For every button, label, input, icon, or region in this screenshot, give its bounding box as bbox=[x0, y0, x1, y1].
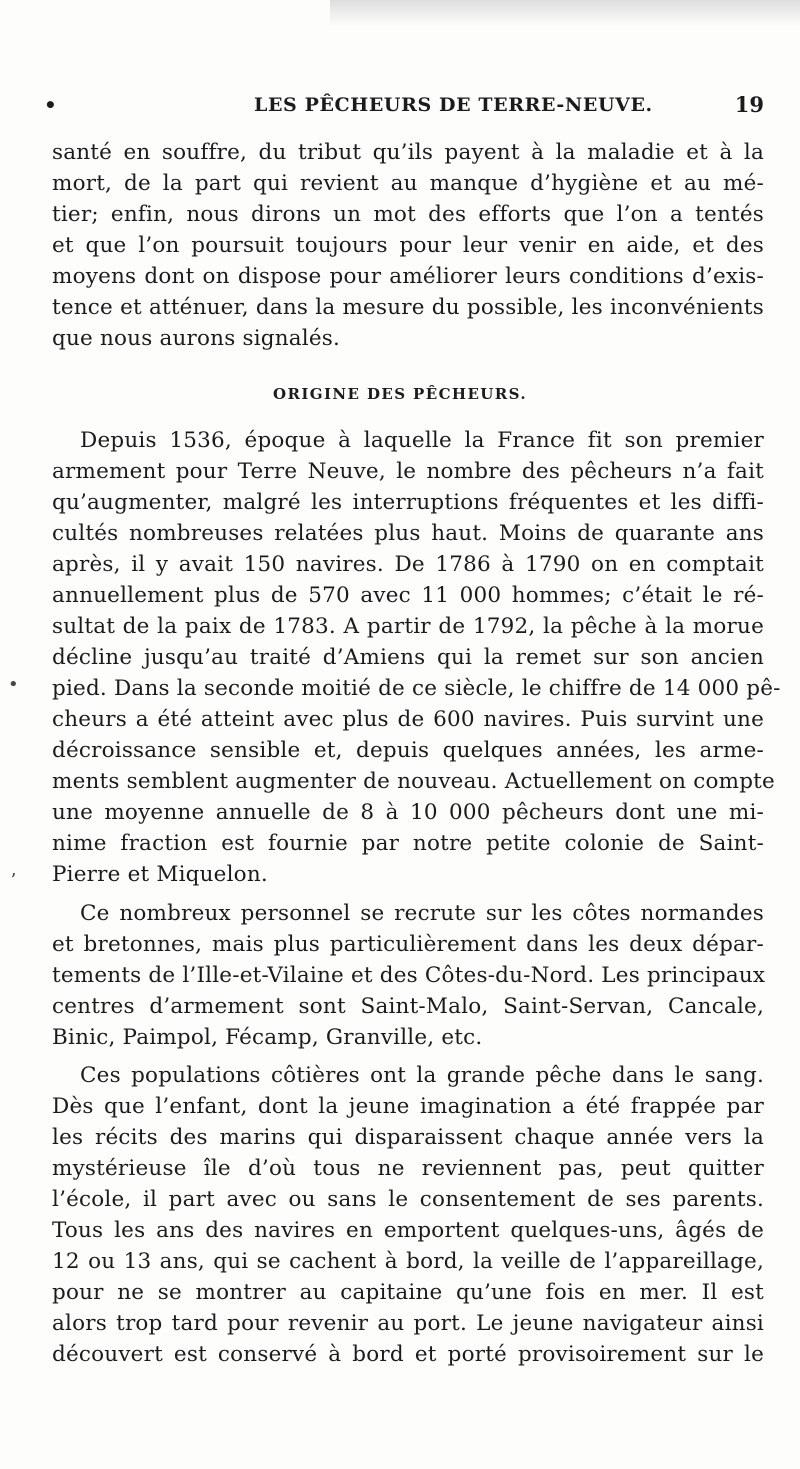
text-line: centres d’armement sont Saint-Malo, Saint-Servan, Cancale, bbox=[52, 994, 764, 1019]
text-line: alors trop tard pour revenir au port. Le jeune navigateur ainsi bbox=[52, 1311, 764, 1336]
text-line: Ces populations côtières ont la grande pêche dans le sang. bbox=[80, 1063, 764, 1088]
text-line: moyens dont on dispose pour améliorer leurs conditions d’exis- bbox=[52, 264, 764, 289]
page-number: 19 bbox=[734, 92, 764, 117]
text-line: tier; enfin, nous dirons un mot des efforts que l’on a tentés bbox=[52, 202, 764, 227]
paragraph-recruitment bbox=[52, 898, 764, 1053]
text-line: qu’augmenter, malgré les interruptions fréquentes et les diffi- bbox=[52, 490, 764, 515]
paragraph-origins bbox=[52, 425, 781, 890]
text-line: que nous aurons signalés. bbox=[52, 326, 341, 351]
text-line: ments semblent augmenter de nouveau. Actuellement on compte bbox=[52, 769, 775, 794]
section-heading: ORIGINE DES PÊCHEURS. bbox=[273, 385, 527, 403]
text-line: Dès que l’enfant, dont la jeune imagination a été frappée par bbox=[52, 1094, 764, 1119]
text-line: Binic, Paimpol, Fécamp, Granville, etc. bbox=[52, 1025, 483, 1050]
text-line: tements de l’Ille-et-Vilaine et des Côtes-du-Nord. Les principaux bbox=[52, 963, 766, 988]
header-dot: • bbox=[44, 93, 57, 117]
text-line: sultat de la paix de 1783. A partir de 1792, la pêche à la morue bbox=[52, 614, 764, 639]
text-line: annuellement plus de 570 avec 11 000 hommes; c’était le ré- bbox=[52, 583, 764, 608]
paragraph-coastal-populations bbox=[52, 1060, 764, 1370]
margin-mark: ʼ bbox=[10, 870, 16, 891]
text-line: une moyenne annuelle de 8 à 10 000 pêcheurs dont une mi- bbox=[52, 800, 764, 825]
text-line: décline jusqu’au traité d’Amiens qui la remet sur son ancien bbox=[52, 645, 764, 670]
text-line: mystérieuse île d’où tous ne reviennent pas, peut quitter bbox=[52, 1156, 764, 1181]
text-line: Pierre et Miquelon. bbox=[52, 862, 268, 887]
text-line: après, il y avait 150 navires. De 1786 à 1790 on en comptait bbox=[52, 552, 764, 577]
text-line: santé en souffre, du tribut qu’ils payent à la maladie et à la bbox=[52, 140, 764, 165]
text-line: et que l’on poursuit toujours pour leur venir en aide, et des bbox=[52, 233, 764, 258]
text-line: cheurs a été atteint avec plus de 600 navires. Puis survint une bbox=[52, 707, 764, 732]
text-line: armement pour Terre Neuve, le nombre des pêcheurs n’a fait bbox=[52, 459, 764, 484]
text-line: pied. Dans la seconde moitié de ce siècle, le chiffre de 14 000 pê- bbox=[52, 676, 781, 701]
text-line: Ce nombreux personnel se recrute sur les côtes normandes bbox=[80, 901, 764, 926]
text-line: les récits des marins qui disparaissent chaque année vers la bbox=[52, 1125, 764, 1150]
text-line: découvert est conservé à bord et porté provisoirement sur le bbox=[52, 1342, 764, 1367]
margin-mark: • bbox=[8, 674, 19, 695]
text-line: et bretonnes, mais plus particulièrement dans les deux dépar- bbox=[52, 932, 764, 957]
text-line: l’école, il part avec ou sans le consentement de ses parents. bbox=[52, 1187, 764, 1212]
text-line: Depuis 1536, époque à laquelle la France fit son premier bbox=[80, 428, 764, 453]
text-line: décroissance sensible et, depuis quelques années, les arme- bbox=[52, 738, 764, 763]
paragraph-continued bbox=[52, 137, 764, 354]
text-line: mort, de la part qui revient au manque d’hygiène et au mé- bbox=[52, 171, 764, 196]
text-line: tence et atténuer, dans la mesure du possible, les inconvénients bbox=[52, 295, 764, 320]
running-title: LES PÊCHEURS DE TERRE-NEUVE. bbox=[254, 94, 653, 116]
text-line: Tous les ans des navires en emportent quelques-uns, âgés de bbox=[52, 1218, 764, 1243]
text-line: nime fraction est fournie par notre petite colonie de Saint- bbox=[52, 831, 764, 856]
scan-shadow bbox=[330, 0, 800, 26]
text-line: cultés nombreuses relatées plus haut. Moins de quarante ans bbox=[52, 521, 764, 546]
page-header bbox=[44, 92, 764, 118]
text-line: pour ne se montrer au capitaine qu’une fois en mer. Il est bbox=[52, 1280, 764, 1305]
text-line: 12 ou 13 ans, qui se cachent à bord, la veille de l’appareillage, bbox=[52, 1249, 764, 1274]
